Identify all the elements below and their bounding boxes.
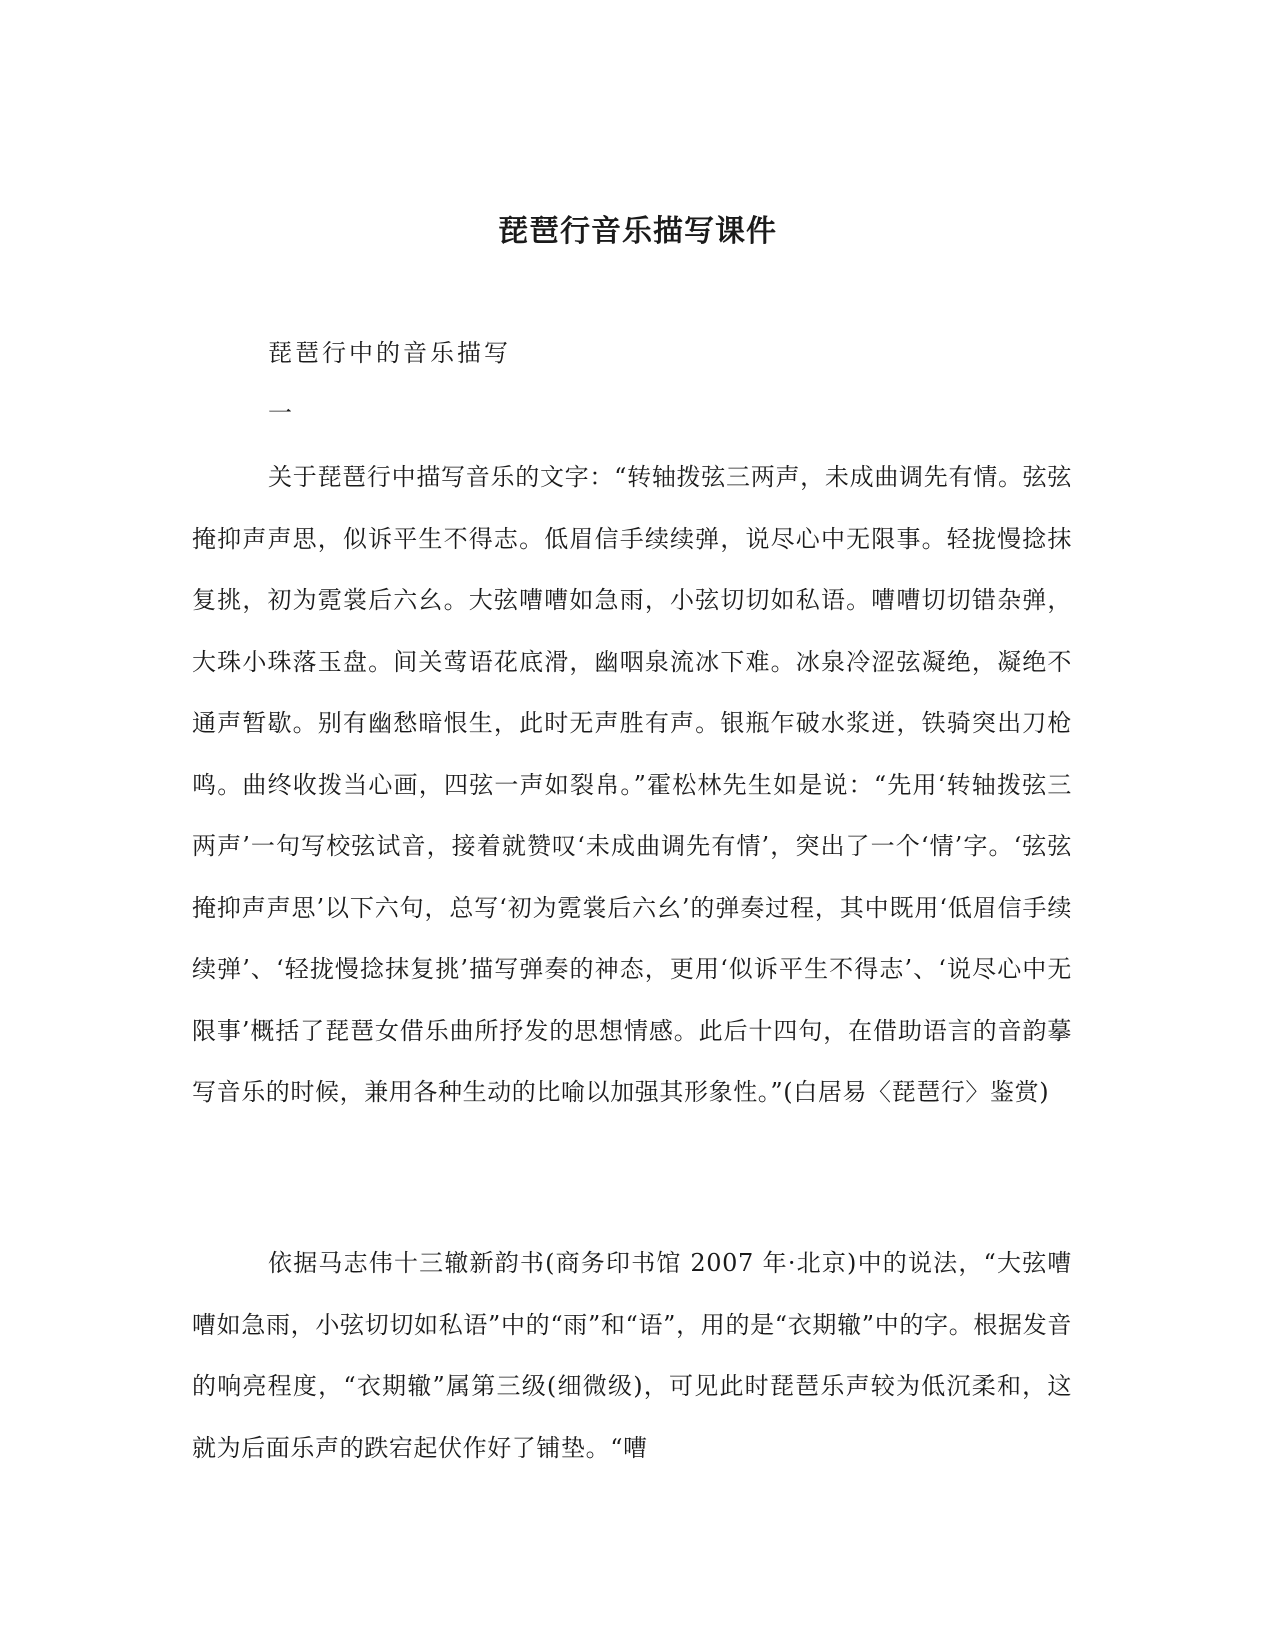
body-paragraph: 依据马志伟十三辙新韵书(商务印书馆 2007 年·北京)中的说法，“大弦嘈嘈如急雨，小弦切切如私语”中的“雨”和“语”，用的是“衣期辙”中的字。根据发音的响亮程度，“衣期辙”属第三级(细微级)，可见此时琵琶乐声较为低沉柔和，这就为后面乐声的跌宕起伏作好了铺垫。“嘈: [192, 1249, 1072, 1462]
document-title: 琵琶行音乐描写课件: [498, 214, 777, 249]
body-paragraph: 关于琵琶行中描写音乐的文字：“转轴拨弦三两声，未成曲调先有情。弦弦掩抑声声思，似诉平生不得志。低眉信手续续弹，说尽心中无限事。轻拢慢捻抹复挑，初为霓裳后六幺。大弦嘈嘈如急雨，小弦切切如私语。嘈嘈切切错杂弹，大珠小珠落玉盘。间关莺语花底滑，幽咽泉流冰下难。冰泉冷涩弦凝绝，凝绝不通声暂歇。别有幽愁暗恨生，此时无声胜有声。银瓶乍破水浆迸，铁骑突出刀枪鸣。曲终收拨当心画，四弦一声如裂帛。”霍松林先生如是说：“先用‘转轴拨弦三两声’一句写校弦试音，接着就赞叹‘未成曲调先有情’，突出了一个‘情’字。‘弦弦掩抑声声思’以下六句，总写‘初为霓裳后六幺’的弹奏过程，其中既用‘低眉信手续续弹’、‘轻拢慢捻抹复挑’描写弹奏的神态，更用‘似诉平生不得志’、‘说尽心中无限事’概括了琵琶女借乐曲所抒发的思想情感。此后十四句，在借助语言的音韵摹写音乐的时候，兼用各种生动的比喻以加强其形象性。”(白居易〈琵琶行〉鉴赏): [192, 463, 1072, 1106]
section-number: 一: [268, 399, 292, 427]
document-subtitle: 琵琶行中的音乐描写: [268, 339, 511, 367]
